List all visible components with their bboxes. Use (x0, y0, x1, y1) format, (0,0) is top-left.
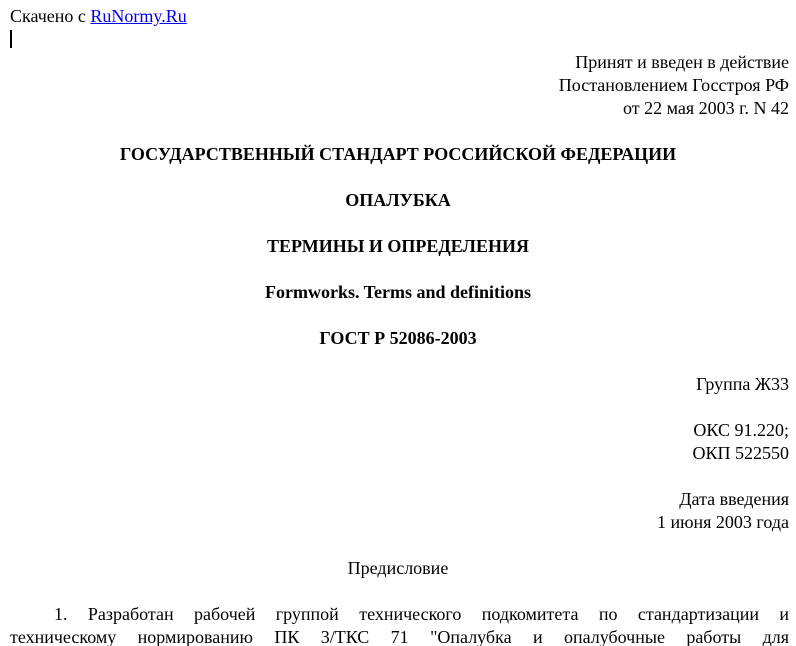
foreword-paragraph-line-1 (10, 603, 789, 625)
text-cursor (10, 30, 12, 48)
paragraph-text-line-2: техническому нормированию ПК 3/ТКС 71 "Опалубка и опалубочные работы для (10, 627, 789, 646)
adoption-line-3: от 22 мая 2003 г. N 42 (622, 98, 789, 118)
terms-title: ТЕРМИНЫ И ОПРЕДЕЛЕНИЯ (267, 236, 529, 256)
group-classification: Группа Ж33 (696, 374, 789, 394)
standard-code: ГОСТ Р 52086-2003 (319, 328, 477, 348)
paragraph-text-line-1: 1. Разработан рабочей группой технического подкомитета по стандартизации и (54, 604, 789, 624)
introduction-date: 1 июня 2003 года (656, 512, 789, 532)
foreword-paragraph-line-2 (10, 626, 789, 646)
okp-classification: ОКП 522550 (692, 443, 789, 463)
foreword-heading: Предисловие (347, 558, 449, 578)
download-source (10, 5, 187, 27)
state-standard-title: ГОСУДАРСТВЕННЫЙ СТАНДАРТ РОССИЙСКОЙ ФЕДЕРАЦИИ (119, 144, 677, 164)
download-prefix: Скачено с (10, 6, 86, 26)
subject-title: ОПАЛУБКА (345, 190, 451, 210)
adoption-line-2: Постановлением Госстроя РФ (558, 75, 789, 95)
runormy-link[interactable]: RuNormy.Ru (90, 6, 187, 26)
introduction-label: Дата введения (679, 489, 789, 509)
english-title: Formworks. Terms and definitions (264, 282, 532, 302)
adoption-line-1: Принят и введен в действие (575, 52, 789, 72)
oks-classification: ОКС 91.220; (693, 420, 789, 440)
